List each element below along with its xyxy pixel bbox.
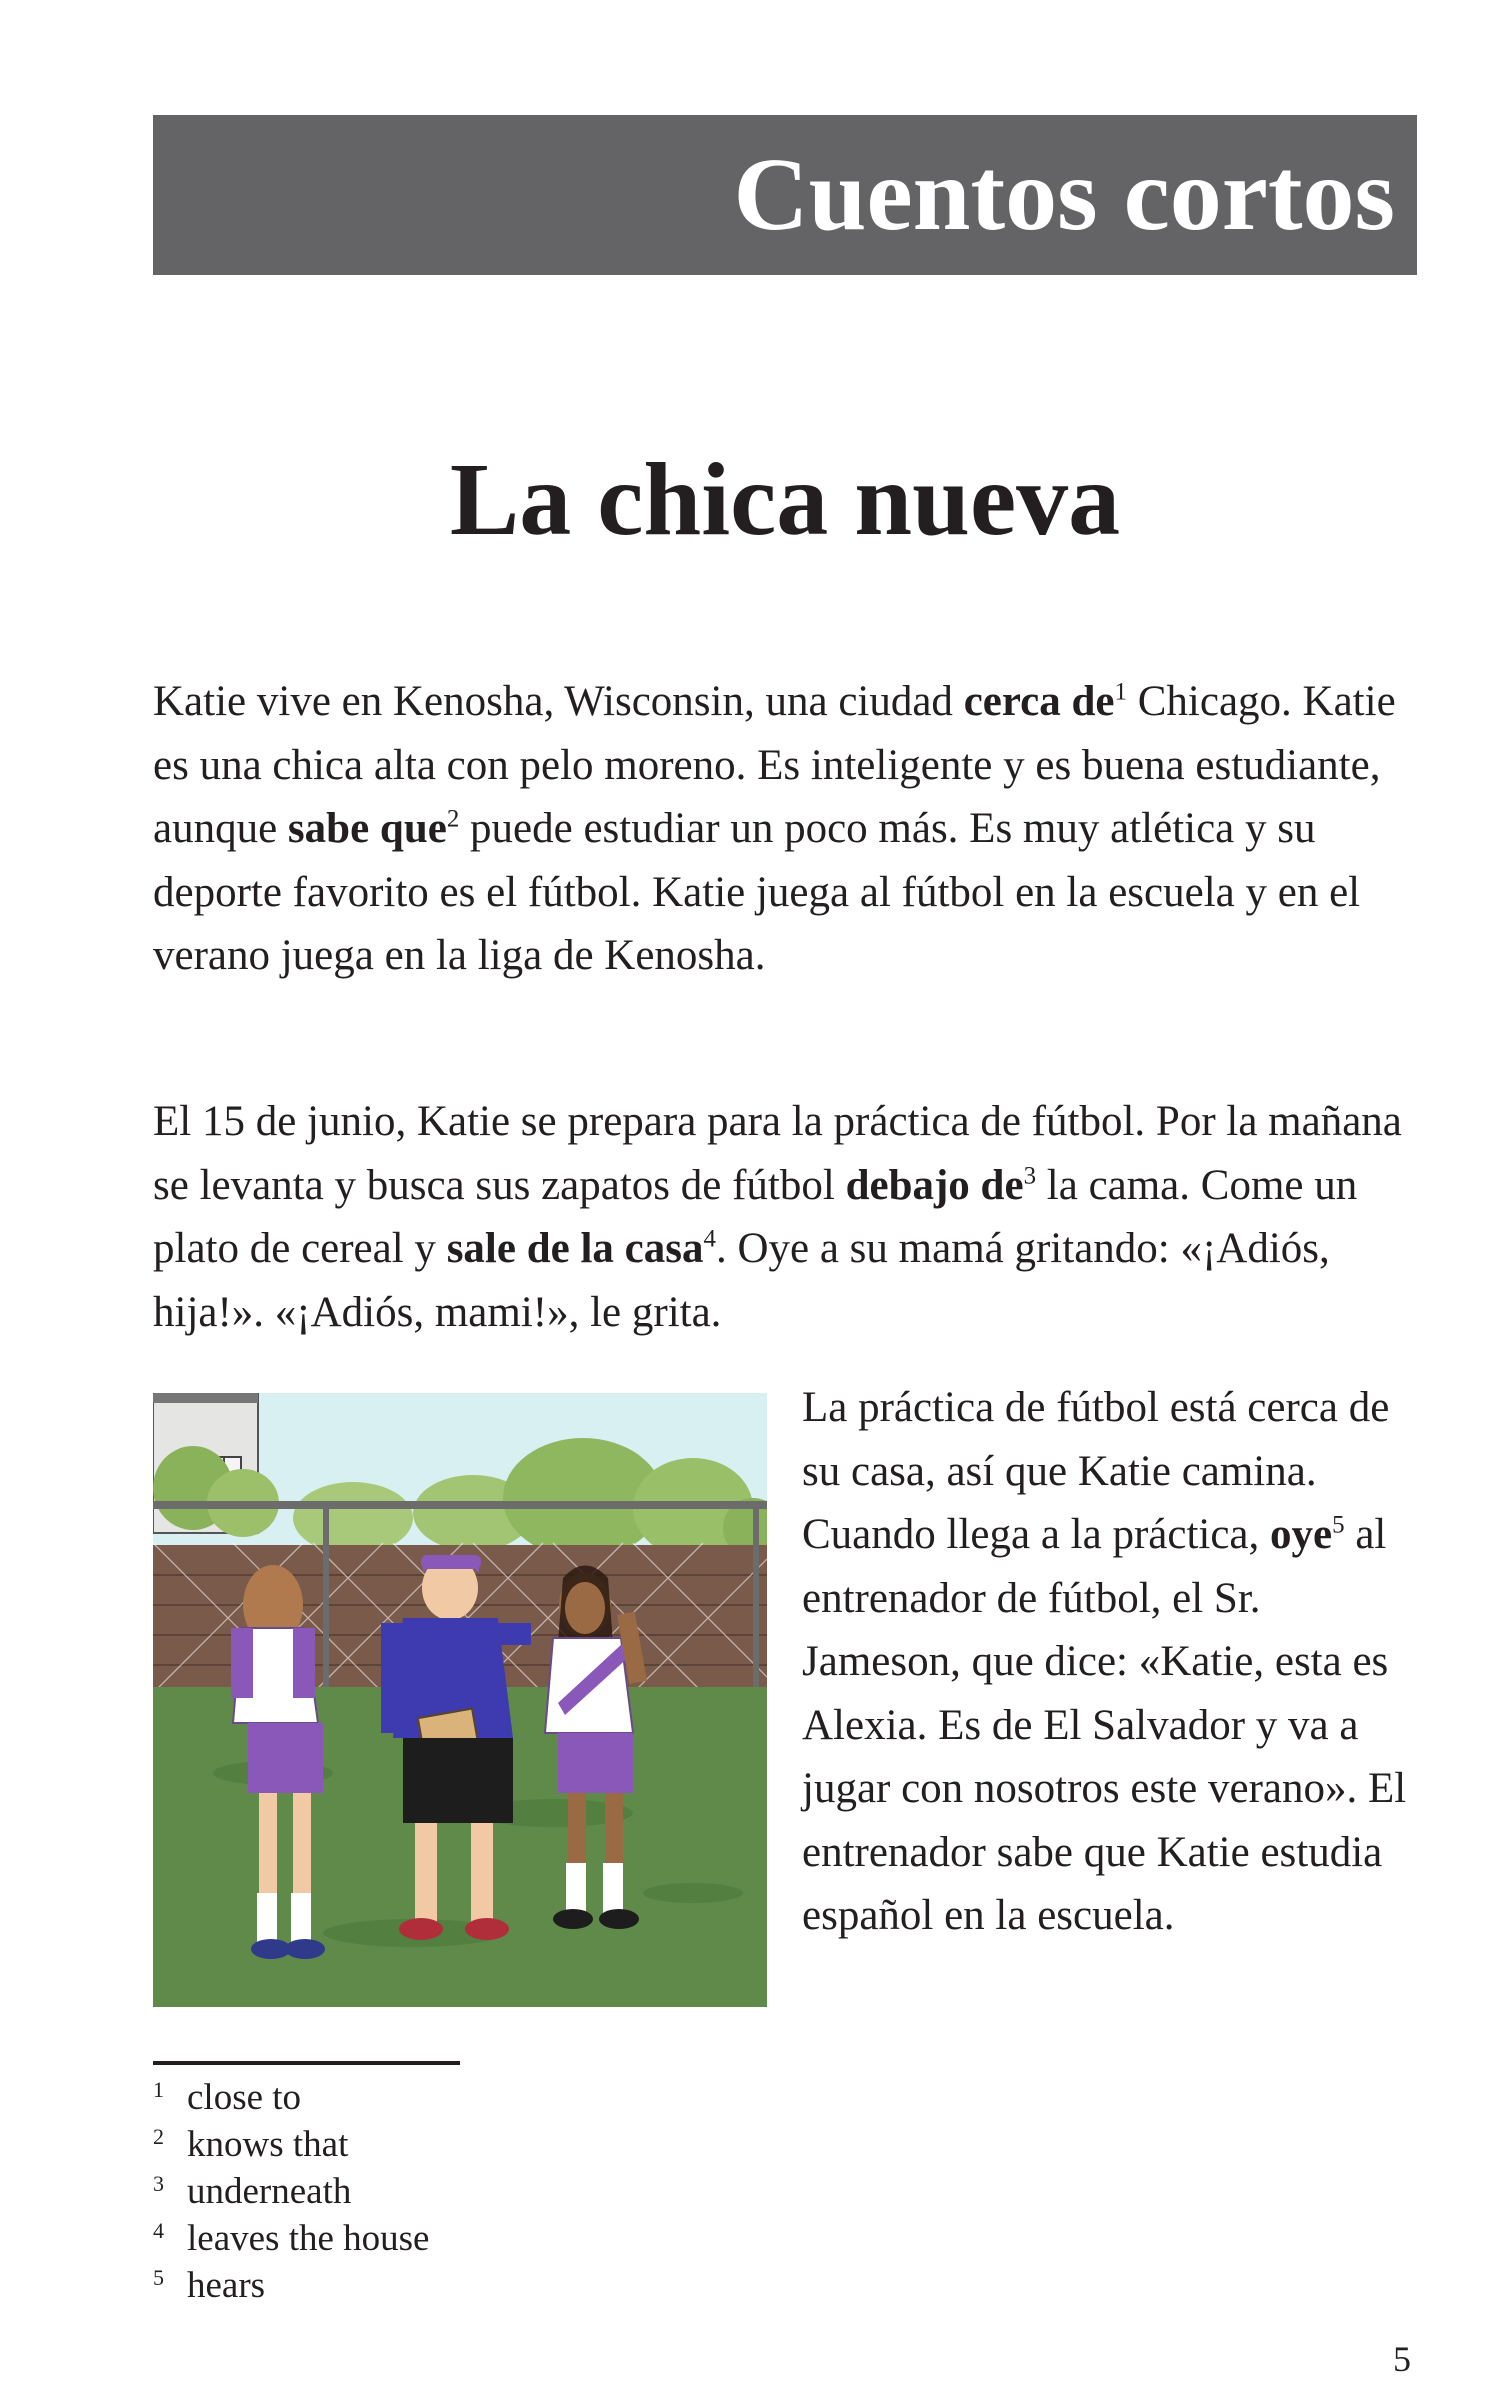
glossed-term: cerca de xyxy=(963,678,1115,725)
footnote-ref: 1 xyxy=(1114,678,1127,706)
footnote-item xyxy=(153,2168,429,2215)
paragraph-3: La práctica de fútbol está cerca de su casa, así que Katie camina. Cuando llega a la práctica, oye$^5$ al entrenador de fútbol, el Sr. Jameson, que dice: «Katie, esta es Alexia. Es de El Salvador y va a jugar con nosotros este verano». El entrenador sabe que Katie estudia español en la escuela. xyxy=(802,1384,1407,1939)
footnote-item xyxy=(153,2215,429,2262)
footnote-number: 5 xyxy=(153,2265,164,2290)
glossed-term: sabe que xyxy=(287,805,447,852)
footnote-number: 1 xyxy=(153,2077,164,2102)
story-title: La chica nueva xyxy=(449,442,1121,557)
footnote-item xyxy=(153,2074,429,2121)
paragraph-2: El 15 de junio, Katie se prepara para la práctica de fútbol. Por la mañana se levanta y busca sus zapatos de fútbol debajo $de^3$ la cama. Come un plato de cereal y sale de la casa$^4$. Oye a su mamá gritando: «¡Adiós, hija!». «¡Adiós, mami!», le grita. xyxy=(153,1098,1402,1336)
footnote-text: underneath xyxy=(187,2171,352,2212)
glossed-term: oye xyxy=(1270,1511,1333,1558)
section-title: Cuentos cortos xyxy=(733,137,1395,252)
footnotes-list xyxy=(153,2074,429,2309)
soccer-practice-illustration xyxy=(153,1393,767,2007)
footnote-item xyxy=(153,2262,429,2309)
footnote-number: 3 xyxy=(153,2171,164,2196)
glossed-term: debajo de xyxy=(845,1161,1024,1209)
footnote-number: 2 xyxy=(153,2124,164,2149)
section-header-band xyxy=(153,115,1417,275)
footnote-item xyxy=(153,2121,429,2168)
footnote-text: hears xyxy=(187,2265,266,2306)
footnote-number: 4 xyxy=(153,2218,164,2243)
footnote-text: close to xyxy=(187,2077,302,2118)
footnote-ref: 4 xyxy=(703,1225,716,1253)
footnote-ref: 2 xyxy=(446,805,460,833)
footnote-text: knows that xyxy=(187,2124,349,2165)
footnote-ref: 5 xyxy=(1332,1511,1345,1539)
footnote-ref: 3 xyxy=(1023,1162,1037,1190)
footnote-text: leaves the house xyxy=(187,2218,430,2259)
paragraph-1: Katie vive en Kenosha, Wisconsin, una ciudad cerca $de^1$ Chicago. Katie es una chica alta con pelo moreno. Es inteligente y es buena estudiante, aunque sabe que$^2$ puede estudiar un poco más. Es muy atlética y su deporte favorito es el fútbol. Katie juega al fútbol en la escuela y en el verano juega en la liga de Kenosha. xyxy=(153,678,1396,979)
footnote-divider xyxy=(153,2061,460,2065)
page-number: 5 xyxy=(1393,2339,1411,2379)
glossed-term: sale de la casa xyxy=(446,1225,704,1272)
